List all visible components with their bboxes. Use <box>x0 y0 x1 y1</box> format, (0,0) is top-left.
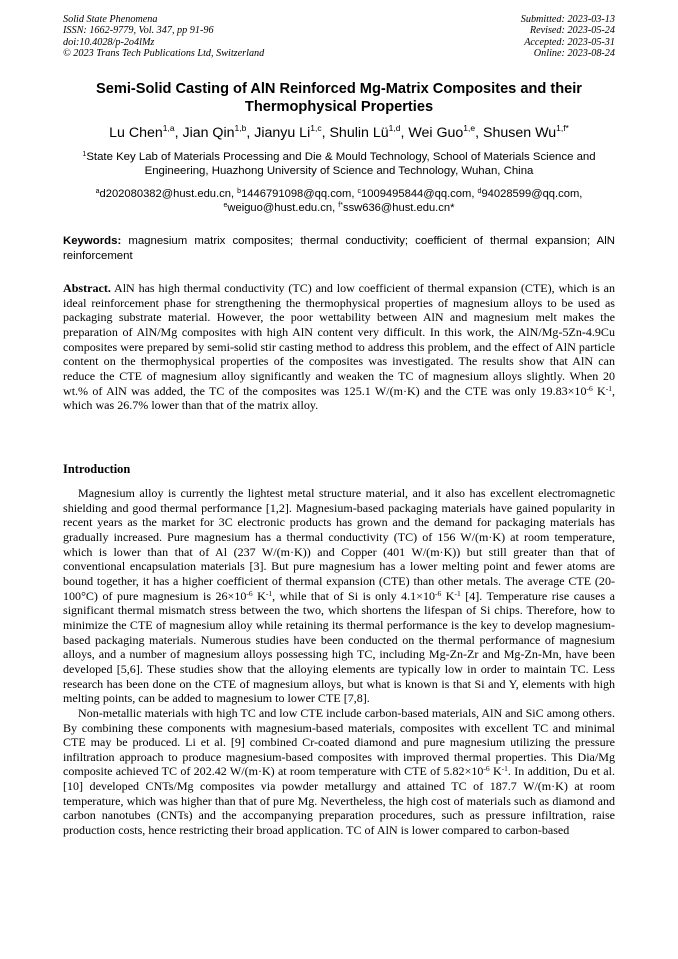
paragraph-text: K <box>252 588 266 603</box>
paragraph-text: K <box>489 764 502 779</box>
journal-header-right <box>521 14 615 60</box>
author-affil-marker: 1,c <box>310 123 322 133</box>
email-link[interactable]: 94028599@qq.com <box>481 188 580 200</box>
paragraph-text: [4]. Temperature rise causes a significant thermal mismatch stress between the two, which shortens the lifespan of Si chips. Therefore, how to minimize the CTE of magnesium alloy while retaining its thermal performance is the key to develop magnesium-based packaging materials. Numerous studies have been conducted on the thermal performance of magnesium alloys, and a number of magnesium alloys possessing high TC, including Mg-Zn-Zr and Mg-Zn-Mn, have been developed [5,6]. These studies show that the alloying elements are typically low in order to maintain TC. Less research has been done on the CTE of magnesium alloys, but what is known is that Si and Y, elements with high melting points, can be added to magnesium to lower CTE [7,8]. <box>63 588 615 706</box>
email-marker: b <box>237 188 242 195</box>
abstract-text: K <box>592 383 606 398</box>
journal-name: Solid State Phenomena <box>63 14 158 25</box>
paragraph-text: K <box>441 588 455 603</box>
email-link[interactable]: ssw636@hust.edu.cn* <box>342 202 455 215</box>
superscript: -6 <box>483 764 490 774</box>
abstract-text: , which was 26.7% lower than that of the matrix alloy. <box>63 383 615 413</box>
affiliation <box>63 150 615 179</box>
author-affil-marker: 1,e <box>463 123 476 133</box>
copyright-line: © 2023 Trans Tech Publications Ltd, Switzerland <box>63 48 265 60</box>
superscript: -1 <box>605 383 612 393</box>
email-link[interactable]: weiguo@hust.edu.cn <box>227 202 333 215</box>
email-marker: f* <box>338 202 343 210</box>
submitted-date: Submitted: 2023-03-13 <box>520 14 615 25</box>
issn-line: ISSN: 1662-9779, Vol. 347, pp 91-96 <box>63 25 214 37</box>
author-name: Shulin Lü <box>329 125 389 141</box>
author-affil-marker: 1,d <box>388 123 401 133</box>
paper-title: Semi-Solid Casting of AlN Reinforced Mg-Matrix Composites and their Thermophysical Properties <box>96 81 582 115</box>
accepted-date: Accepted: 2023-05-31 <box>524 36 615 48</box>
paragraph <box>63 486 615 706</box>
author-name: Wei Guo <box>408 125 464 141</box>
email-marker: e <box>223 202 228 210</box>
abstract-text: AlN has high thermal conductivity (TC) and low coefficient of thermal expansion (CTE), which is an ideal reinforcement phase for strengthening the thermophysical properties of magnesium alloys to be used as packaging substrate material. However, the poor wettability between AlN and magnesium melt makes the preparation of AlN/Mg composites with high AlN content very difficult. In this work, the AlN/Mg-5Zn-4.9Cu composites were prepared by semi-solid stir casting method to address this problem, and the effect of AlN particle content on the thermophysical properties of the composites was investigated. The results show that AlN can reduce the CTE of magnesium alloy significantly and weaken the TC of magnesium alloys slightly. When 20 wt.% of AlN was added, the TC of the composites was 125.1 W/(m·K) and the CTE was only 19.83×10 <box>63 281 615 398</box>
email-link[interactable]: 1009495844@qq.com <box>361 188 472 200</box>
revised-date: Revised: 2023-05-24 <box>529 25 615 37</box>
email-list: $^a$d202080382@hust.edu.cn, $^b$1446791098@qq.com, $^c$1009495844@qq.com, $^d$94028599@qq.com, $^e$weiguo@hust.edu.cn, $^{f*}$ssw636@hust.edu.cn* <box>95 188 583 215</box>
superscript: -1 <box>265 588 273 598</box>
affiliation-text: State Key Lab of Materials Processing and Die & Mould Technology, School of Materials Science and Engineering, Huazhong University of Science and Technology, Wuhan, China <box>86 151 596 178</box>
author-affil-marker: 1,f* <box>556 123 569 133</box>
author-name: Lu Chen <box>109 125 163 141</box>
author-name: Jian Qin <box>182 125 235 141</box>
keywords-text: magnesium matrix composites; thermal conductivity; coefficient of thermal expansion; AlN reinforcement <box>63 235 615 262</box>
section-heading-introduction: Introduction <box>63 462 131 476</box>
keywords <box>63 234 615 263</box>
email-link[interactable]: d202080382@hust.edu.cn <box>99 188 231 200</box>
keywords-label: Keywords: <box>63 235 122 247</box>
journal-header-left <box>63 14 264 60</box>
email-marker: a <box>95 188 100 195</box>
author-name: Jianyu Li <box>254 125 311 141</box>
superscript: -1 <box>501 764 508 774</box>
affiliation-marker: 1 <box>82 151 87 158</box>
paragraph-text: Magnesium alloy is currently the lightest metal structure material, and it also has excellent electromagnetic shielding and good thermal performance [1,2]. Magnesium-based packaging materials have gained popularity in recent years as the market for 3C electronic products has grown and the demand for packaging materials has gradually increased. Pure magnesium has a thermal conductivity (TC) of 156 W/(m·K) at room temperature, which is lower than that of Al (237 W/(m·K)) and Copper (401 W/(m·K)) but still greater than that of conventional encapsulation materials [3]. But pure magnesium has a lower melting point and fewer atoms are bound together, it has a higher coefficient of thermal expansion (CTE) than other metals. The average CTE (20-100°C) of pure magnesium is 26×10 <box>63 486 615 603</box>
paragraph-text: , while that of Si is only 4.1×10 <box>272 588 435 603</box>
email-marker: c <box>357 188 362 195</box>
superscript: -6 <box>586 383 593 393</box>
author-list: Lu Chen$^{1,a}$, Jian Qin$^{1,b}$, Jianyu Li$^{1,c}$, Shulin Lü$^{1,d}$, Wei Guo$^{1,e}$, Shusen $Wu^{1,f*}$ <box>109 123 569 141</box>
doi-line: doi:10.4028/p-2o4lMz <box>63 36 155 48</box>
author-affil-marker: 1,a <box>162 123 175 133</box>
author-name: Shusen Wu <box>483 125 557 141</box>
email-link[interactable]: 1446791098@qq.com <box>241 188 352 200</box>
email-marker: d <box>477 188 482 195</box>
introduction-body <box>63 486 615 838</box>
superscript: -1 <box>454 588 461 598</box>
superscript: -6 <box>246 588 253 598</box>
online-date: Online: 2023-08-24 <box>533 48 615 60</box>
author-affil-marker: 1,b <box>234 123 247 133</box>
superscript: -6 <box>435 588 442 598</box>
paragraph-text: . In addition, Du et al. [10] developed CNTs/Mg composites via powder metallurgy and attained TC of 187.7 W/(m·K) at room temperature, which was higher than that of pure Mg. Nevertheless, the high cost of materials such as diamond and carbon nanotubes (CNTs) and the accompanying preparation procedures, such as pressure infiltration, raise production costs, hence restricting their broad application. TC of AlN is lower compared to carbon-based <box>63 764 615 838</box>
paragraph <box>63 706 615 838</box>
abstract-label: Abstract. <box>63 281 111 295</box>
abstract <box>63 281 615 413</box>
paragraph-text: Non-metallic materials with high TC and low CTE include carbon-based materials, AlN and SiC among others. By combining these components with magnesium-based materials, composites with excellent TC and minimal CTE may be produced. Li et al. [9] combined Cr-coated diamond and pure magnesium utilizing the pressure infiltration approach to produce magnesium-based composites with improved thermal properties. This Dia/Mg composite achieved TC of 202.42 W/(m·K) at room temperature with CTE of 5.82×10 <box>63 705 615 779</box>
